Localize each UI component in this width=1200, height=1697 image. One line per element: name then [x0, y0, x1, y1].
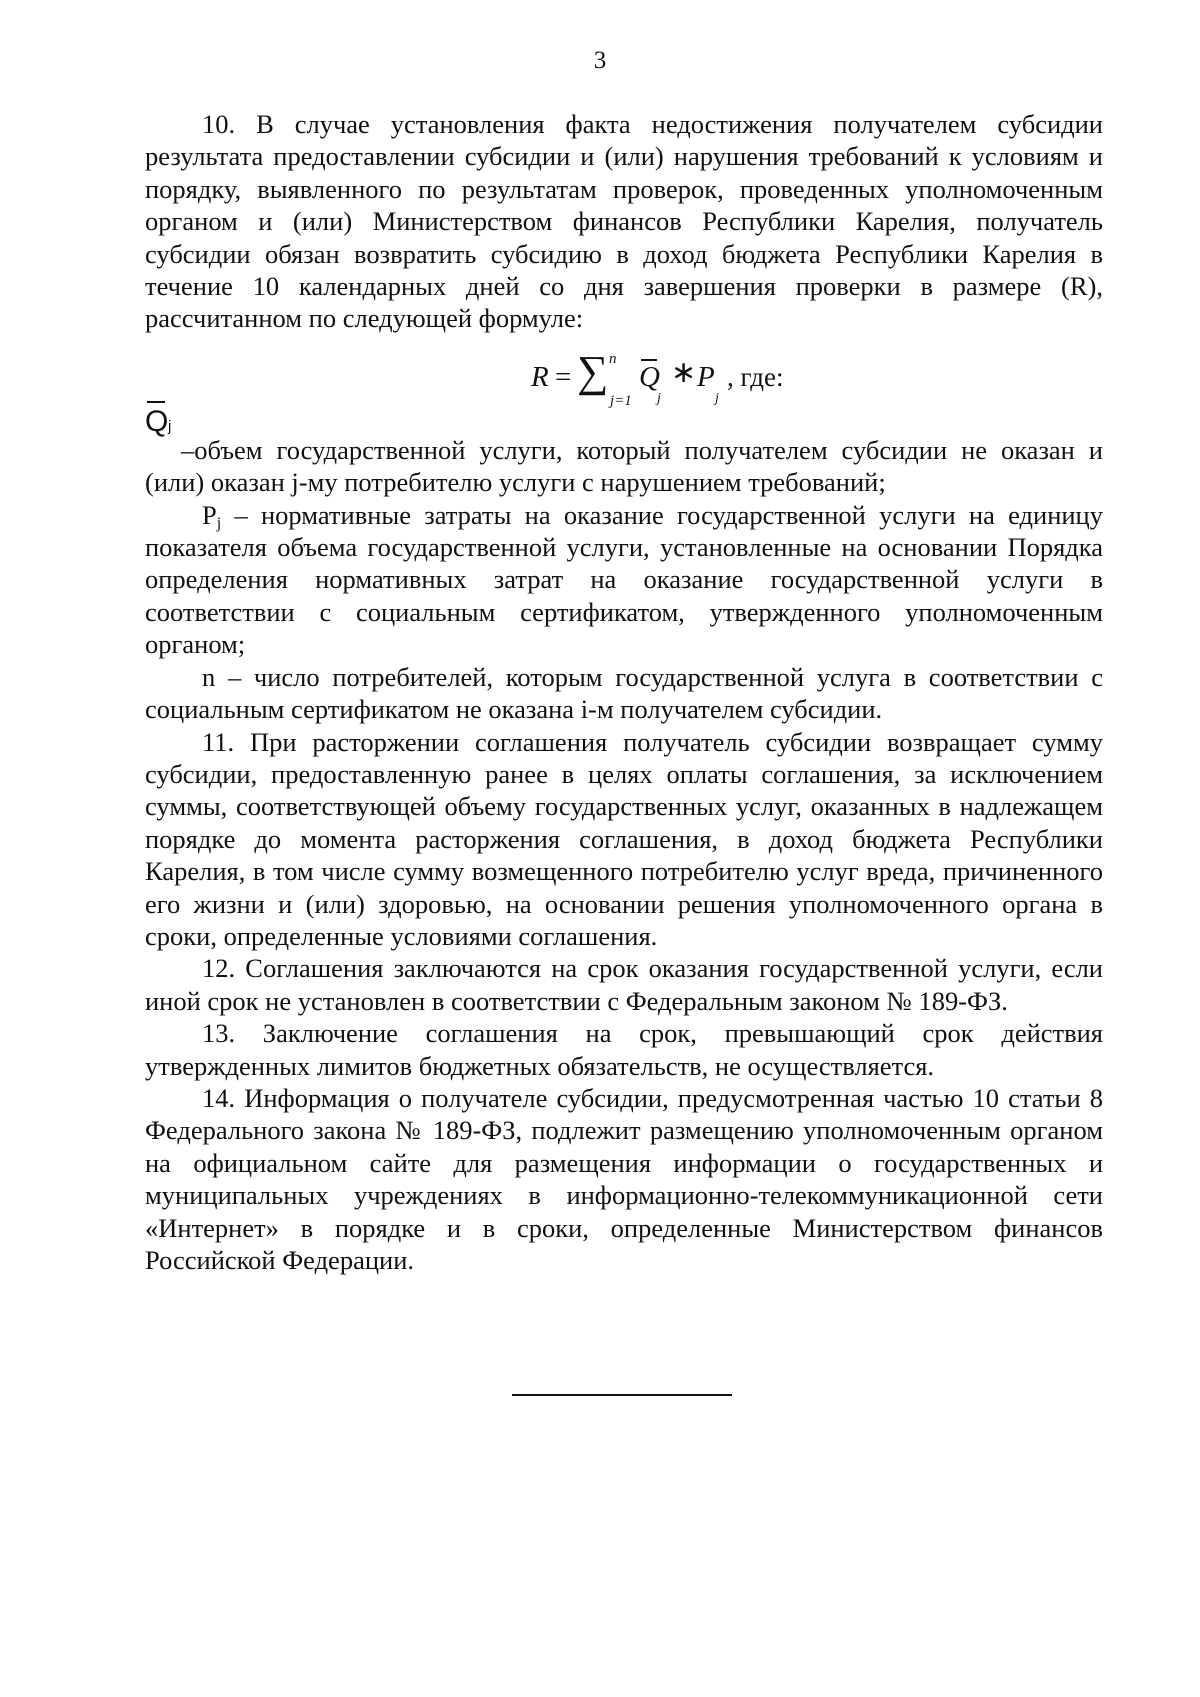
formula-q: Q [639, 360, 660, 393]
paragraph-11: 11. При расторжении соглашения получатель субсидии возвращает сумму субсидии, предоставленную ранее в целях оплаты соглашения, за исключением суммы, соответствующей объему государственных услуг, оказанных в надлежащем порядке до момента расторжения соглашения, в доход бюджета Республики Карелия, в том числе сумму возмещенного потребителю услуг вреда, причиненного его жизни и (или) здоровью, на основании решения уполномоченного органа в сроки, определенные условиями соглашения. [145, 726, 1103, 951]
definition-p [145, 499, 1103, 661]
formula-sum-sign: ∑ [577, 346, 609, 396]
definition-n: n – число потребителей, которым государственной услуга в соответствии с социальным сертификатом не оказана i-м получателем субсидии. [145, 661, 1103, 725]
formula-p-subscript: j [715, 390, 719, 406]
formula-lower-limit: j=1 [610, 392, 632, 409]
q-overbar [147, 401, 165, 403]
paragraph-14: 14. Информация о получателе субсидии, предусмотренная частью 10 статьи 8 Федерального закона № 189-ФЗ, подлежит размещению уполномоченным органом на официальном сайте для размещения информации о государственных и муниципальных учреждениях в информационно-телекоммуникационной сети «Интернет» в порядке и в сроки, определенные Министерством финансов Российской Федерации. [145, 1082, 1103, 1275]
definition-q [145, 404, 1103, 499]
definition-p-text: – нормативные затраты на оказание государственной услуги на единицу показателя объема государственной услуги, установленные на основании Порядка определения нормативных затрат на оказание государственной услуги в соответствии с социальным сертификатом, утвержденного уполномоченным органом; [145, 499, 1103, 660]
formula-q-subscript: j [657, 390, 661, 406]
paragraph-13: 13. Заключение соглашения на срок, превышающий срок действия утвержденных лимитов бюджетных обязательств, не осуществляется. [145, 1018, 1103, 1081]
closing-rule [512, 1394, 732, 1396]
q-symbol [145, 404, 181, 459]
page-number: 3 [593, 47, 607, 74]
document-body [145, 108, 1103, 1276]
paragraph-12: 12. Соглашения заключаются на срок оказания государственной услуги, если иной срок не установлен в соответствии с Федеральным законом № 189-ФЗ. [145, 953, 1103, 1016]
p-symbol: P [202, 499, 217, 530]
formula-suffix: , где: [727, 361, 784, 392]
formula-lhs: R [531, 360, 549, 393]
definition-q-text: –объем государственной услуги, который получателем субсидии не оказан и (или) оказан j-му потребителю услуги с нарушением требований; [145, 434, 1103, 498]
formula-equals: = [555, 360, 572, 393]
q-letter: Q [145, 404, 169, 438]
formula-p: P [697, 360, 715, 393]
paragraph-10: 10. В случае установления факта недостижения получателем субсидии результата предоставлении субсидии и (или) нарушения требований к условиям и порядку, выявленного по результатам проверок, проведенных уполномоченным органом и (или) Министерством финансов Республики Карелия, получатель субсидии обязан возвратить субсидию в доход бюджета Республики Карелия в течение 10 календарных дней со дня завершения проверки в размере (R), рассчитанном по следующей формуле: [145, 109, 1103, 334]
p-subscript: j [216, 514, 222, 532]
formula-upper-limit: n [609, 350, 617, 367]
formula-multiply: ∗ [671, 355, 697, 389]
formula [145, 335, 1103, 423]
q-subscript: j [168, 417, 172, 435]
